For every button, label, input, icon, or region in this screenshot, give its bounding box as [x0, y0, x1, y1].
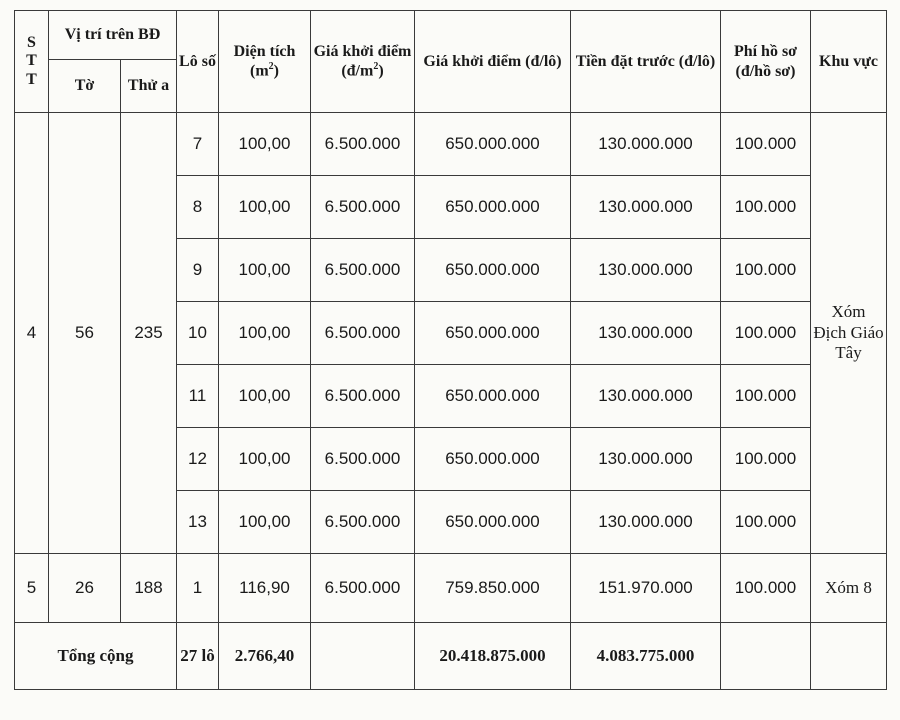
fee-cell: 100.000 [721, 176, 811, 239]
deposit-cell: 130.000.000 [571, 365, 721, 428]
price-m2-cell: 6.500.000 [311, 365, 415, 428]
area-header-sup: 2 [268, 61, 274, 73]
price-m2-cell: 6.500.000 [311, 554, 415, 623]
lot-cell: 1 [177, 554, 219, 623]
lot-cell: 9 [177, 239, 219, 302]
fee-header: Phí hồ sơ (đ/hồ sơ) [721, 11, 811, 113]
stt-header-s: S [27, 33, 36, 51]
fee-cell: 100.000 [721, 302, 811, 365]
price-lot-cell: 650.000.000 [415, 302, 571, 365]
sheet-cell: 56 [49, 113, 121, 554]
fee-cell: 100.000 [721, 428, 811, 491]
header-row-1 [15, 11, 887, 60]
sheet-cell: 26 [49, 554, 121, 623]
fee-cell: 100.000 [721, 365, 811, 428]
auction-table-container [14, 10, 886, 690]
price-per-m2-header-sup: 2 [373, 61, 379, 73]
stt-cell: 5 [15, 554, 49, 623]
area-cell: 100,00 [219, 428, 311, 491]
price-per-lot-header: Giá khởi điểm (đ/lô) [415, 11, 571, 113]
table-row [15, 554, 887, 623]
price-m2-cell: 6.500.000 [311, 491, 415, 554]
deposit-cell: 130.000.000 [571, 302, 721, 365]
price-m2-cell: 6.500.000 [311, 428, 415, 491]
area-region-header: Khu vực [811, 11, 887, 113]
price-per-m2-header-end: ) [378, 62, 384, 80]
price-m2-cell: 6.500.000 [311, 302, 415, 365]
area-cell: 100,00 [219, 239, 311, 302]
deposit-cell: 130.000.000 [571, 491, 721, 554]
land-auction-table [14, 10, 887, 690]
area-cell: 116,90 [219, 554, 311, 623]
area-cell: 100,00 [219, 176, 311, 239]
price-per-m2-header-text: Giá khởi điểm (đ/m [313, 43, 412, 80]
area-cell: 100,00 [219, 491, 311, 554]
lot-cell: 11 [177, 365, 219, 428]
price-lot-cell: 650.000.000 [415, 491, 571, 554]
region-cell: Xóm Địch Giáo Tây [811, 113, 887, 554]
total-deposit: 4.083.775.000 [571, 623, 721, 690]
fee-cell: 100.000 [721, 554, 811, 623]
fee-cell: 100.000 [721, 239, 811, 302]
total-area: 2.766,40 [219, 623, 311, 690]
area-header-text: Diện tích (m [233, 43, 296, 80]
deposit-cell: 151.970.000 [571, 554, 721, 623]
area-cell: 100,00 [219, 365, 311, 428]
price-lot-cell: 759.850.000 [415, 554, 571, 623]
lot-number-header: Lô số [177, 11, 219, 113]
lot-cell: 7 [177, 113, 219, 176]
total-region-empty [811, 623, 887, 690]
parcel-cell: 188 [121, 554, 177, 623]
total-fee-empty [721, 623, 811, 690]
deposit-cell: 130.000.000 [571, 113, 721, 176]
lot-cell: 13 [177, 491, 219, 554]
area-header-end: ) [273, 62, 279, 80]
price-m2-cell: 6.500.000 [311, 239, 415, 302]
deposit-cell: 130.000.000 [571, 176, 721, 239]
stt-header-t2: T [26, 70, 37, 88]
deposit-cell: 130.000.000 [571, 239, 721, 302]
price-m2-cell: 6.500.000 [311, 113, 415, 176]
total-price-m2-empty [311, 623, 415, 690]
price-per-m2-header [311, 11, 415, 113]
deposit-cell: 130.000.000 [571, 428, 721, 491]
sheet-header: Tờ [49, 60, 121, 113]
price-lot-cell: 650.000.000 [415, 176, 571, 239]
total-price-lot: 20.418.875.000 [415, 623, 571, 690]
total-label: Tổng cộng [15, 623, 177, 690]
lot-cell: 8 [177, 176, 219, 239]
price-lot-cell: 650.000.000 [415, 428, 571, 491]
price-lot-cell: 650.000.000 [415, 239, 571, 302]
stt-header-t1: T [26, 52, 37, 70]
price-lot-cell: 650.000.000 [415, 113, 571, 176]
region-cell: Xóm 8 [811, 554, 887, 623]
area-cell: 100,00 [219, 302, 311, 365]
area-header [219, 11, 311, 113]
position-header: Vị trí trên BĐ [49, 11, 177, 60]
parcel-header: Thử a [121, 60, 177, 113]
lot-cell: 10 [177, 302, 219, 365]
stt-header [15, 11, 49, 113]
total-row [15, 623, 887, 690]
deposit-header: Tiền đặt trước (đ/lô) [571, 11, 721, 113]
stt-cell: 4 [15, 113, 49, 554]
price-lot-cell: 650.000.000 [415, 365, 571, 428]
fee-cell: 100.000 [721, 113, 811, 176]
parcel-cell: 235 [121, 113, 177, 554]
table-row [15, 113, 887, 176]
area-cell: 100,00 [219, 113, 311, 176]
lot-cell: 12 [177, 428, 219, 491]
price-m2-cell: 6.500.000 [311, 176, 415, 239]
fee-cell: 100.000 [721, 491, 811, 554]
total-lots: 27 lô [177, 623, 219, 690]
